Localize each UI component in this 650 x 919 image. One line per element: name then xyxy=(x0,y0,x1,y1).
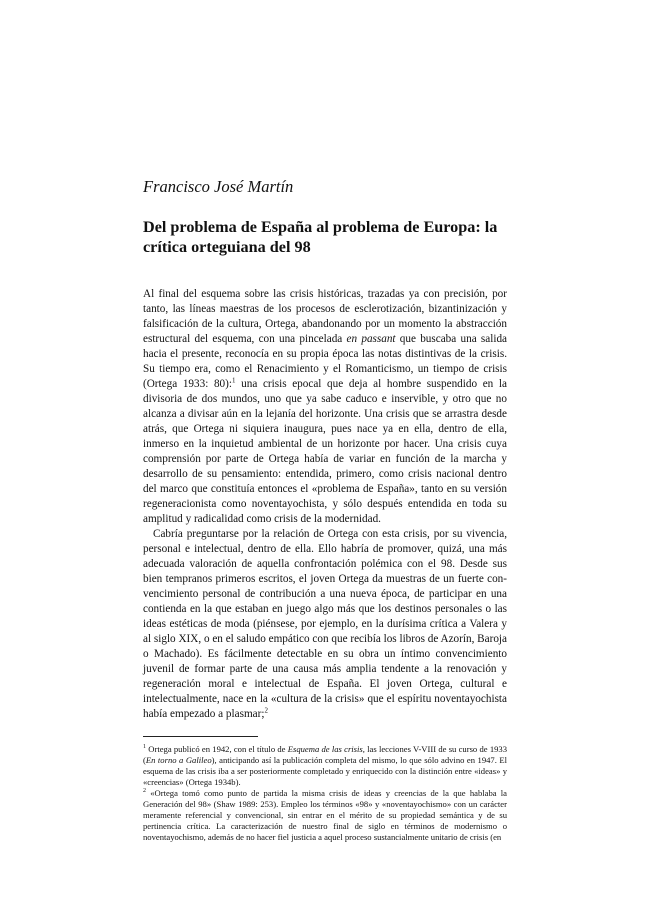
footnote-marker: 1 xyxy=(143,744,146,751)
text-run: Ortega publicó en 1942, con el título de xyxy=(146,744,288,754)
text-run: «Ortega tomó como punto de partida la misma crisis de ideas y creencias de la que hablaba la Generación del 98» (Shaw 1989: 253). Empleo los términos «98» y «noventayochismo» con un carácter meramente referencial y convencional, sin entrar en el mérito de su propiedad semántica y de su pertinencia crítica. La caracterización de nuestro final de siglo en términos de modernismo o noventayochismo, además de no hacer fiel justicia a aquel proceso sustancialmente unitario de crisis (en xyxy=(143,788,507,842)
footnote xyxy=(143,788,507,843)
text-run: Al final del esquema sobre las crisis históricas, trazadas ya con precisión, por tanto, las líneas maestras de los procesos de esclerotización, bizantinización y falsificación de la cultura, Ortega, abandonando por un momento la abstracción estructural del esquema, con una pincelada xyxy=(143,288,507,345)
footnote-separator xyxy=(143,736,258,737)
article-title: Del problema de España al problema de Europa: la crítica orteguiana del 98 xyxy=(143,218,498,256)
article xyxy=(143,177,507,843)
text-run: en passant xyxy=(346,333,396,345)
footnote xyxy=(143,744,507,788)
text-run: Esquema de las crisis xyxy=(287,744,363,754)
text-run: una crisis epocal que deja al hombre suspendido en la divisoria de dos mundos, uno que ya sabe caduco e inservible, y otro que no alcanza a divisar aún en la lejanía del horizonte. Una crisis que se arrastra desde atrás, que Ortega ni siquiera inaugura, pues nace ya en ella, dentro de ella, inmerso en la inquietud ambiental de un horizonte por hacer. Una crisis cuya comprensión por parte de Ortega había de variar en función de la marcha y desarrollo de su pensamiento: entendida, primero, como crisis nacional dentro del marco que constituía entonces el «problema de España», tanto en su versión regeneracionista como noventayochista, y sólo después entendida en toda su amplitud y radicalidad como crisis de la modernidad. xyxy=(143,378,507,525)
paragraph xyxy=(143,287,507,527)
footnote-marker: 1 xyxy=(231,376,236,385)
text-run: Cabría preguntarse por la relación de Ortega con esta crisis, por su vivencia, personal e intelectual, dentro de ella. Ello habría de promover, quizá, una más adecuada valoración de aquella confrontación polémica con el 98. Desde sus bien tempranos primeros escritos, el joven Ortega da muestras de un fuerte convencimiento personal de contribución a una nueva época, de participar en una contienda en la que estaban en juego algo más que los destinos personales o las ideas estéticas de moda (piénsese, por ejemplo, en la durísima crítica a Valera y al siglo XIX, o en el saludo empático con que recibía los libros de Azorín, Baroja o Machado). Es fácilmente detectable en su obra un íntimo convencimiento juvenil de formar parte de una causa más amplia tendente a la renovación y regeneración moral e intelectual de España. El joven Ortega, cultural e intelectualmente, nace en la «cultura de la crisis» que el espíritu noventayochista había empezado a plasmar; xyxy=(143,528,507,720)
footnote-marker: 2 xyxy=(264,706,268,715)
text-run: ), anticipando así la publicación completa del mismo, lo que sólo advino en 1947. El esquema de las crisis iba a ser posteriormente completado y enriquecido con la distinción entre «ideas» y «creencias» (Ortega 1934b). xyxy=(143,755,507,787)
text-run: En torno a Galileo xyxy=(145,755,212,765)
article-body xyxy=(143,287,507,722)
text-run: que buscaba una salida hacia el presente, reconocía en su propia época las notas distintivas de la crisis. Su tiempo era, como el Renacimiento y el Romanticismo, un tiempo de crisis (Ortega 1933: 80): xyxy=(143,333,508,390)
footnote-marker: 2 xyxy=(143,788,146,795)
footnotes xyxy=(143,744,507,843)
text-run: , las lecciones V-VIII de su curso de 1933 ( xyxy=(143,744,508,765)
author-name: Francisco José Martín xyxy=(143,177,294,196)
paragraph xyxy=(143,527,507,722)
